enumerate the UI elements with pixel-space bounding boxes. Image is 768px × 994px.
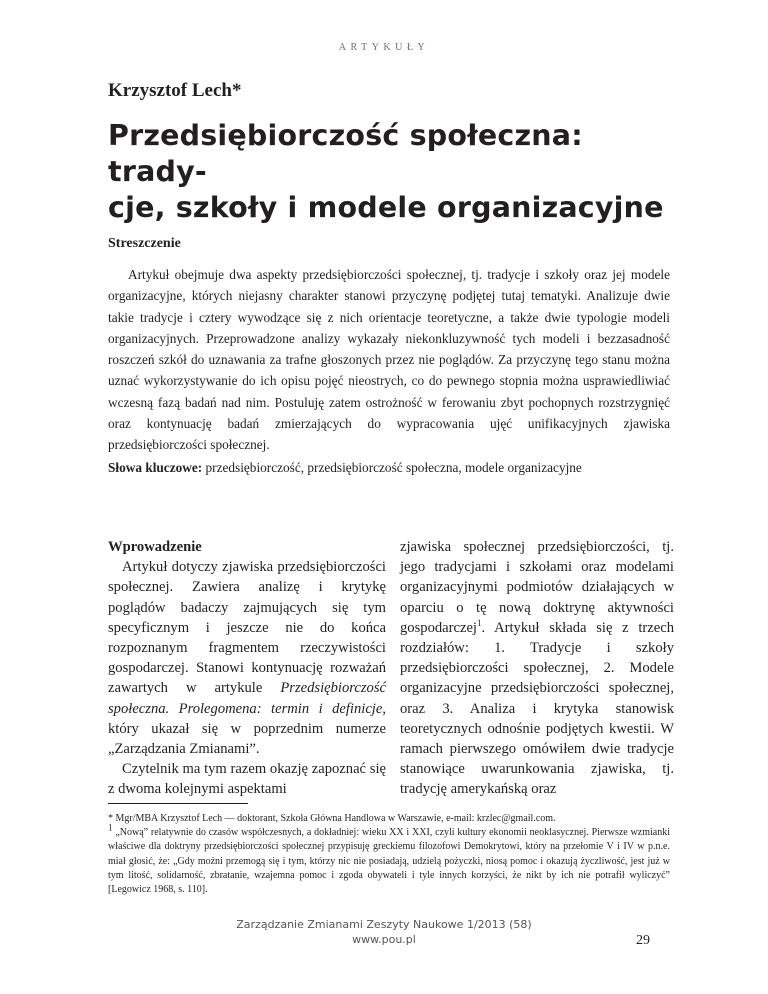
intro-p2-text: zjawiska społecznej przedsiębiorczości, tj. jego tradycjami i szkołami oraz modelami organizacyjnymi podmiotów działających w oparciu o tę nową doktrynę aktywności gospodarczej [400,539,674,636]
keywords-text: przedsiębiorczość, przedsiębiorczość społeczna, modele organizacyjne [202,460,582,475]
intro-p1-text-end: , który ukazał się w poprzednim numerze „Zarządzania Zmianami”. [108,700,386,758]
intro-paragraph-1 [108,557,386,759]
journal-footer [0,917,768,947]
article-title [108,118,688,226]
footnote-divider [108,803,248,804]
abstract-heading: Streszczenie [108,236,181,251]
body-column-right [400,537,674,800]
intro-paragraph-2: Czytelnik ma tym razem okazję zapoznać się z dwoma kolejnymi aspektami [108,761,386,798]
footnote-ref-1: 1 [477,617,482,628]
intro-p1-text: Artykuł dotyczy zjawiska przedsiębiorczości społecznej. Zawiera analizę i krytykę poglądów badaczy zajmujących się tym specyficznym i jeszcze nie do końca rozpoznanym fragmentem rzeczywistości gospodarczej. Stanowi kontynuację rozważań zawartych w artykule [108,559,386,697]
keywords [108,458,670,478]
cited-article-title: Przedsiębiorczość społeczna. Prolegomena: termin i definicje [108,680,386,717]
footnote-author: * Mgr/MBA Krzysztof Lech — doktorant, Szkoła Główna Handlowa w Warszawie, e-mail: krzlec@gmail.com. [108,813,556,824]
abstract-text: Artykuł obejmuje dwa aspekty przedsiębiorczości społecznej, tj. tradycje i szkoły oraz jej modele organizacyjne, których niejasny charakter stanowi przyczynę podjętej tutaj tematyki. Analizuje dwie takie tradycje i cztery wywodzące się z nich orientacje teoretyczne, a także dwie typologie modeli organizacyjnych. Przeprowadzone analizy wykazały niekonkluzywność tych modeli i bezzasadność roszczeń szkół do uznawania za trafne głoszonych przez nie poglądów. Za przyczynę tego stanu można uznać wykorzystywanie do ich opisu pojęć nieostrych, co do pewnego stopnia można usprawiedliwiać wczesną fazą badań nad nim. Postuluję zatem ostrożność w ferowaniu zbyt pochopnych rozstrzygnięć oraz kontynuację badań zmierzających do wypracowania ujęć unifikacyjnych zjawiska przedsiębiorczości społecznej. [108,267,670,453]
title-line-2: cje, szkoły i modele organizacyjne [108,191,664,224]
section-heading-intro: Wprowadzenie [108,539,202,555]
footnote-1 [108,822,670,897]
footnotes [108,812,670,897]
journal-url: www.pou.pl [352,933,416,946]
author-name: Krzysztof Lech* [108,80,242,101]
section-label: ARTYKUŁY [338,42,430,53]
footnote-1-text: „Nową” relatywnie do czasów współczesnych, a dokładniej: wieku XX i XXI, czyli kultury ekonomii neoklasycznej. Pierwsze wzmianki właściwe dla doktryny przedsiębiorczości społecznej przypisuję greckiemu filozofowi Demokrytowi, który na przełomie V i IV w p.n.e. miał głosić, że: „Gdy możni przemogą się i tym, którzy nic nie posiadają, udzielą pożyczki, niosą pomoc i okazują życzliwość, jest już w tym litość, solidarność, zbratanie, wzajemna pomoc i zgoda obywateli i tyle innych korzyści, że nikt by ich nie potrafił wyliczyć” [Legowicz 1968, s. 110]. [108,827,670,896]
title-line-1: Przedsiębiorczość społeczna: trady- [108,119,583,188]
intro-p2-text-end: . Artykuł składa się z trzech rozdziałów: 1. Tradycje i szkoły przedsiębiorczości społecznej, 2. Modele organizacyjne przedsiębiorczości społecznej, oraz 3. Analiza i krytyka stanowisk teoretycznych odnośnie podjętych kwestii. W ramach pierwszego omówiłem dwie tradycje stanowiące uwarunkowania zjawiska, tj. tradycję amerykańską oraz [400,619,674,798]
keywords-label: Słowa kluczowe: [108,460,203,475]
body-column-left [108,537,386,800]
journal-name: Zarządzanie Zmianami Zeszyty Naukowe 1/2013 (58) [236,918,532,931]
page-number: 29 [636,933,650,948]
intro-paragraph-2-continued [400,537,674,800]
footnote-1-marker: 1 [108,822,113,833]
